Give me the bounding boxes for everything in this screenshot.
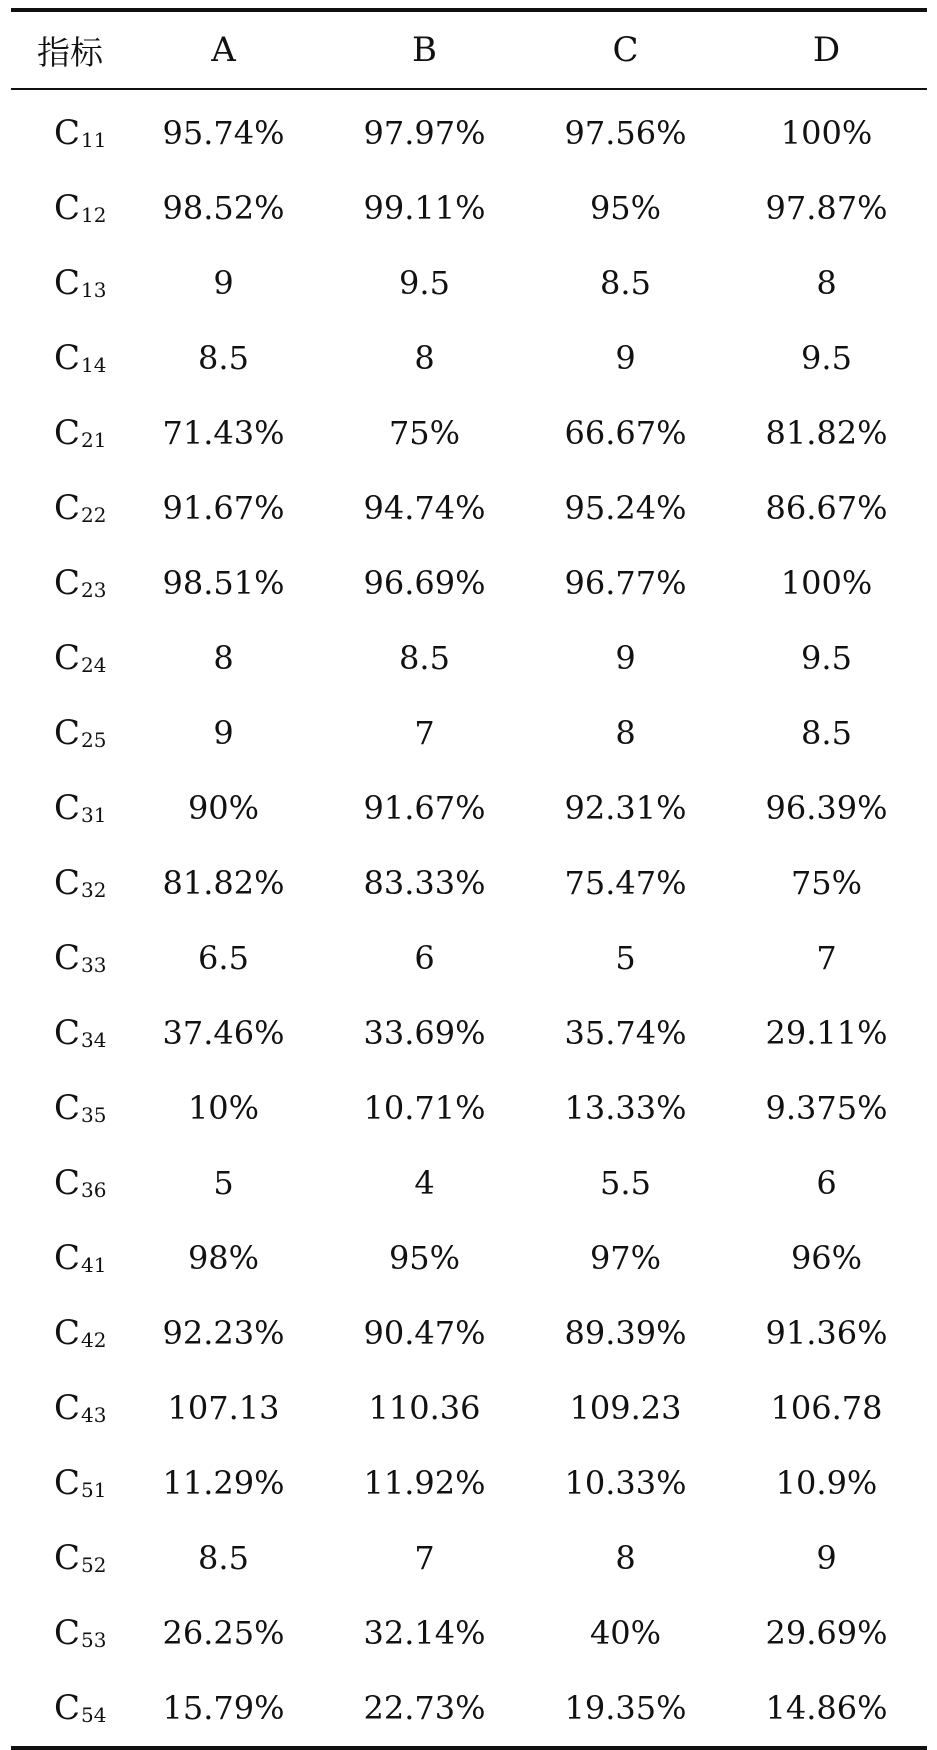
row-indicator-label [11, 471, 123, 546]
table-row [11, 621, 927, 696]
cell-col-b: 6 [414, 939, 435, 977]
indicator-table-container [11, 8, 927, 1750]
indicator-subscript: 23 [81, 578, 107, 602]
indicator-base: C [54, 788, 81, 828]
indicator-base: C [54, 1313, 81, 1353]
row-indicator-label [11, 1371, 123, 1446]
table-row [11, 1596, 927, 1671]
table-row [11, 1221, 927, 1296]
cell-col-a: 6.5 [198, 939, 249, 977]
cell-col-a: 5 [213, 1164, 234, 1202]
row-indicator-label [11, 1146, 123, 1221]
cell-col-c: 19.35% [564, 1689, 687, 1727]
cell-col-a: 107.13 [167, 1389, 280, 1427]
indicator-base: C [54, 1613, 81, 1653]
indicator-base: C [54, 113, 81, 153]
cell-col-c: 109.23 [569, 1389, 682, 1427]
cell-col-a: 37.46% [162, 1014, 285, 1052]
cell-col-c: 9 [615, 339, 636, 377]
indicator-subscript: 33 [81, 953, 107, 977]
cell-col-b: 75% [388, 414, 461, 452]
cell-col-d: 106.78 [770, 1389, 883, 1427]
table-row [11, 90, 927, 171]
cell-col-d: 96.39% [765, 789, 888, 827]
indicator-base: C [54, 188, 81, 228]
indicator-table-body [11, 90, 927, 1746]
header-col-d: D [812, 30, 841, 70]
table-row [11, 846, 927, 921]
cell-col-d: 9.375% [765, 1089, 888, 1127]
cell-col-c: 96.77% [564, 564, 687, 602]
row-indicator-label [11, 1296, 123, 1371]
indicator-base: C [54, 1688, 81, 1728]
indicator-subscript: 22 [81, 503, 107, 527]
header-col-c: C [612, 30, 639, 70]
cell-col-b: 22.73% [363, 1689, 486, 1727]
cell-col-d: 96% [790, 1239, 863, 1277]
cell-col-a: 98% [187, 1239, 260, 1277]
table-row [11, 546, 927, 621]
cell-col-a: 8 [213, 639, 234, 677]
cell-col-b: 110.36 [368, 1389, 481, 1427]
cell-col-c: 97% [589, 1239, 662, 1277]
row-indicator-label [11, 546, 123, 621]
table-row [11, 771, 927, 846]
cell-col-d: 8 [816, 264, 837, 302]
table-row [11, 1521, 927, 1596]
cell-col-c: 10.33% [564, 1464, 687, 1502]
cell-col-c: 8.5 [600, 264, 651, 302]
indicator-subscript: 24 [81, 653, 107, 677]
row-indicator-label [11, 1596, 123, 1671]
cell-col-c: 97.56% [564, 114, 687, 152]
row-indicator-label [11, 90, 123, 171]
table-row [11, 1071, 927, 1146]
cell-col-b: 33.69% [363, 1014, 486, 1052]
cell-col-d: 97.87% [765, 189, 888, 227]
cell-col-a: 98.52% [162, 189, 285, 227]
table-row [11, 1446, 927, 1521]
indicator-base: C [54, 1088, 81, 1128]
header-col-a: A [211, 30, 236, 70]
table-row [11, 246, 927, 321]
cell-col-a: 92.23% [162, 1314, 285, 1352]
cell-col-c: 9 [615, 639, 636, 677]
cell-col-c: 89.39% [564, 1314, 687, 1352]
indicator-base: C [54, 938, 81, 978]
cell-col-b: 91.67% [363, 789, 486, 827]
row-indicator-label [11, 1671, 123, 1746]
row-indicator-label [11, 171, 123, 246]
cell-col-c: 8 [615, 1539, 636, 1577]
indicator-subscript: 36 [81, 1178, 107, 1202]
indicator-subscript: 51 [81, 1478, 107, 1502]
indicator-subscript: 34 [81, 1028, 107, 1052]
indicator-base: C [54, 1388, 81, 1428]
cell-col-d: 100% [780, 114, 873, 152]
cell-col-c: 35.74% [564, 1014, 687, 1052]
cell-col-a: 15.79% [162, 1689, 285, 1727]
cell-col-d: 29.11% [765, 1014, 888, 1052]
table-row [11, 1671, 927, 1746]
table-header [11, 12, 927, 88]
row-indicator-label [11, 996, 123, 1071]
cell-col-b: 4 [414, 1164, 435, 1202]
cell-col-c: 40% [589, 1614, 662, 1652]
cell-col-a: 90% [187, 789, 260, 827]
indicator-subscript: 42 [81, 1328, 107, 1352]
indicator-subscript: 21 [81, 428, 107, 452]
indicator-subscript: 43 [81, 1403, 107, 1427]
header-row [11, 12, 927, 88]
row-indicator-label [11, 321, 123, 396]
table-row [11, 921, 927, 996]
table-row [11, 321, 927, 396]
cell-col-b: 83.33% [363, 864, 486, 902]
indicator-subscript: 25 [81, 728, 107, 752]
cell-col-d: 9 [816, 1539, 837, 1577]
row-indicator-label [11, 771, 123, 846]
row-indicator-label [11, 1446, 123, 1521]
indicator-subscript: 52 [81, 1553, 107, 1577]
cell-col-d: 29.69% [765, 1614, 888, 1652]
cell-col-a: 91.67% [162, 489, 285, 527]
indicator-base: C [54, 1163, 81, 1203]
cell-col-c: 92.31% [564, 789, 687, 827]
cell-col-b: 97.97% [363, 114, 486, 152]
cell-col-b: 11.92% [363, 1464, 486, 1502]
indicator-base: C [54, 1463, 81, 1503]
cell-col-c: 5 [615, 939, 636, 977]
row-indicator-label [11, 1071, 123, 1146]
cell-col-d: 6 [816, 1164, 837, 1202]
cell-col-a: 26.25% [162, 1614, 285, 1652]
cell-col-c: 13.33% [564, 1089, 687, 1127]
cell-col-b: 8 [414, 339, 435, 377]
cell-col-a: 8.5 [198, 339, 249, 377]
cell-col-c: 66.67% [564, 414, 687, 452]
cell-col-a: 9 [213, 714, 234, 752]
header-indicator: 指标 [37, 32, 103, 72]
cell-col-b: 8.5 [399, 639, 450, 677]
indicator-base: C [54, 863, 81, 903]
row-indicator-label [11, 396, 123, 471]
row-indicator-label [11, 1221, 123, 1296]
cell-col-c: 8 [615, 714, 636, 752]
indicator-subscript: 13 [81, 278, 107, 302]
cell-col-b: 10.71% [363, 1089, 486, 1127]
table-row [11, 396, 927, 471]
cell-col-d: 7 [816, 939, 837, 977]
cell-col-a: 10% [187, 1089, 260, 1127]
indicator-subscript: 54 [81, 1703, 107, 1727]
row-indicator-label [11, 621, 123, 696]
cell-col-c: 5.5 [600, 1164, 651, 1202]
indicator-subscript: 11 [81, 128, 107, 152]
table-body [11, 90, 927, 1746]
row-indicator-label [11, 246, 123, 321]
cell-col-a: 81.82% [162, 864, 285, 902]
cell-col-d: 10.9% [775, 1464, 878, 1502]
indicator-base: C [54, 1538, 81, 1578]
cell-col-d: 75% [790, 864, 863, 902]
table-row [11, 1371, 927, 1446]
cell-col-b: 7 [414, 714, 435, 752]
indicator-subscript: 41 [81, 1253, 107, 1277]
indicator-base: C [54, 713, 81, 753]
indicator-table [11, 12, 927, 88]
cell-col-a: 71.43% [162, 414, 285, 452]
cell-col-b: 7 [414, 1539, 435, 1577]
cell-col-d: 9.5 [801, 639, 852, 677]
row-indicator-label [11, 696, 123, 771]
indicator-base: C [54, 338, 81, 378]
header-col-b: B [412, 30, 437, 70]
cell-col-a: 9 [213, 264, 234, 302]
cell-col-c: 95% [589, 189, 662, 227]
cell-col-d: 86.67% [765, 489, 888, 527]
cell-col-d: 9.5 [801, 339, 852, 377]
indicator-base: C [54, 563, 81, 603]
indicator-subscript: 35 [81, 1103, 107, 1127]
indicator-base: C [54, 488, 81, 528]
row-indicator-label [11, 846, 123, 921]
row-indicator-label [11, 1521, 123, 1596]
cell-col-b: 32.14% [363, 1614, 486, 1652]
indicator-base: C [54, 638, 81, 678]
cell-col-a: 95.74% [162, 114, 285, 152]
table-row [11, 1146, 927, 1221]
indicator-subscript: 12 [81, 203, 107, 227]
cell-col-a: 8.5 [198, 1539, 249, 1577]
cell-col-b: 99.11% [363, 189, 486, 227]
cell-col-c: 95.24% [564, 489, 687, 527]
indicator-base: C [54, 1238, 81, 1278]
indicator-base: C [54, 1013, 81, 1053]
indicator-base: C [54, 263, 81, 303]
cell-col-b: 90.47% [363, 1314, 486, 1352]
cell-col-b: 9.5 [399, 264, 450, 302]
cell-col-c: 75.47% [564, 864, 687, 902]
indicator-subscript: 32 [81, 878, 107, 902]
table-row [11, 471, 927, 546]
table-row [11, 1296, 927, 1371]
cell-col-b: 96.69% [363, 564, 486, 602]
cell-col-d: 81.82% [765, 414, 888, 452]
table-bottom-rule [11, 1746, 927, 1750]
cell-col-b: 95% [388, 1239, 461, 1277]
table-row [11, 996, 927, 1071]
indicator-subscript: 14 [81, 353, 107, 377]
indicator-subscript: 31 [81, 803, 107, 827]
cell-col-b: 94.74% [363, 489, 486, 527]
table-row [11, 696, 927, 771]
cell-col-d: 91.36% [765, 1314, 888, 1352]
row-indicator-label [11, 921, 123, 996]
indicator-base: C [54, 413, 81, 453]
cell-col-d: 8.5 [801, 714, 852, 752]
cell-col-d: 100% [780, 564, 873, 602]
table-row [11, 171, 927, 246]
cell-col-a: 98.51% [162, 564, 285, 602]
indicator-subscript: 53 [81, 1628, 107, 1652]
cell-col-a: 11.29% [162, 1464, 285, 1502]
cell-col-d: 14.86% [765, 1689, 888, 1727]
